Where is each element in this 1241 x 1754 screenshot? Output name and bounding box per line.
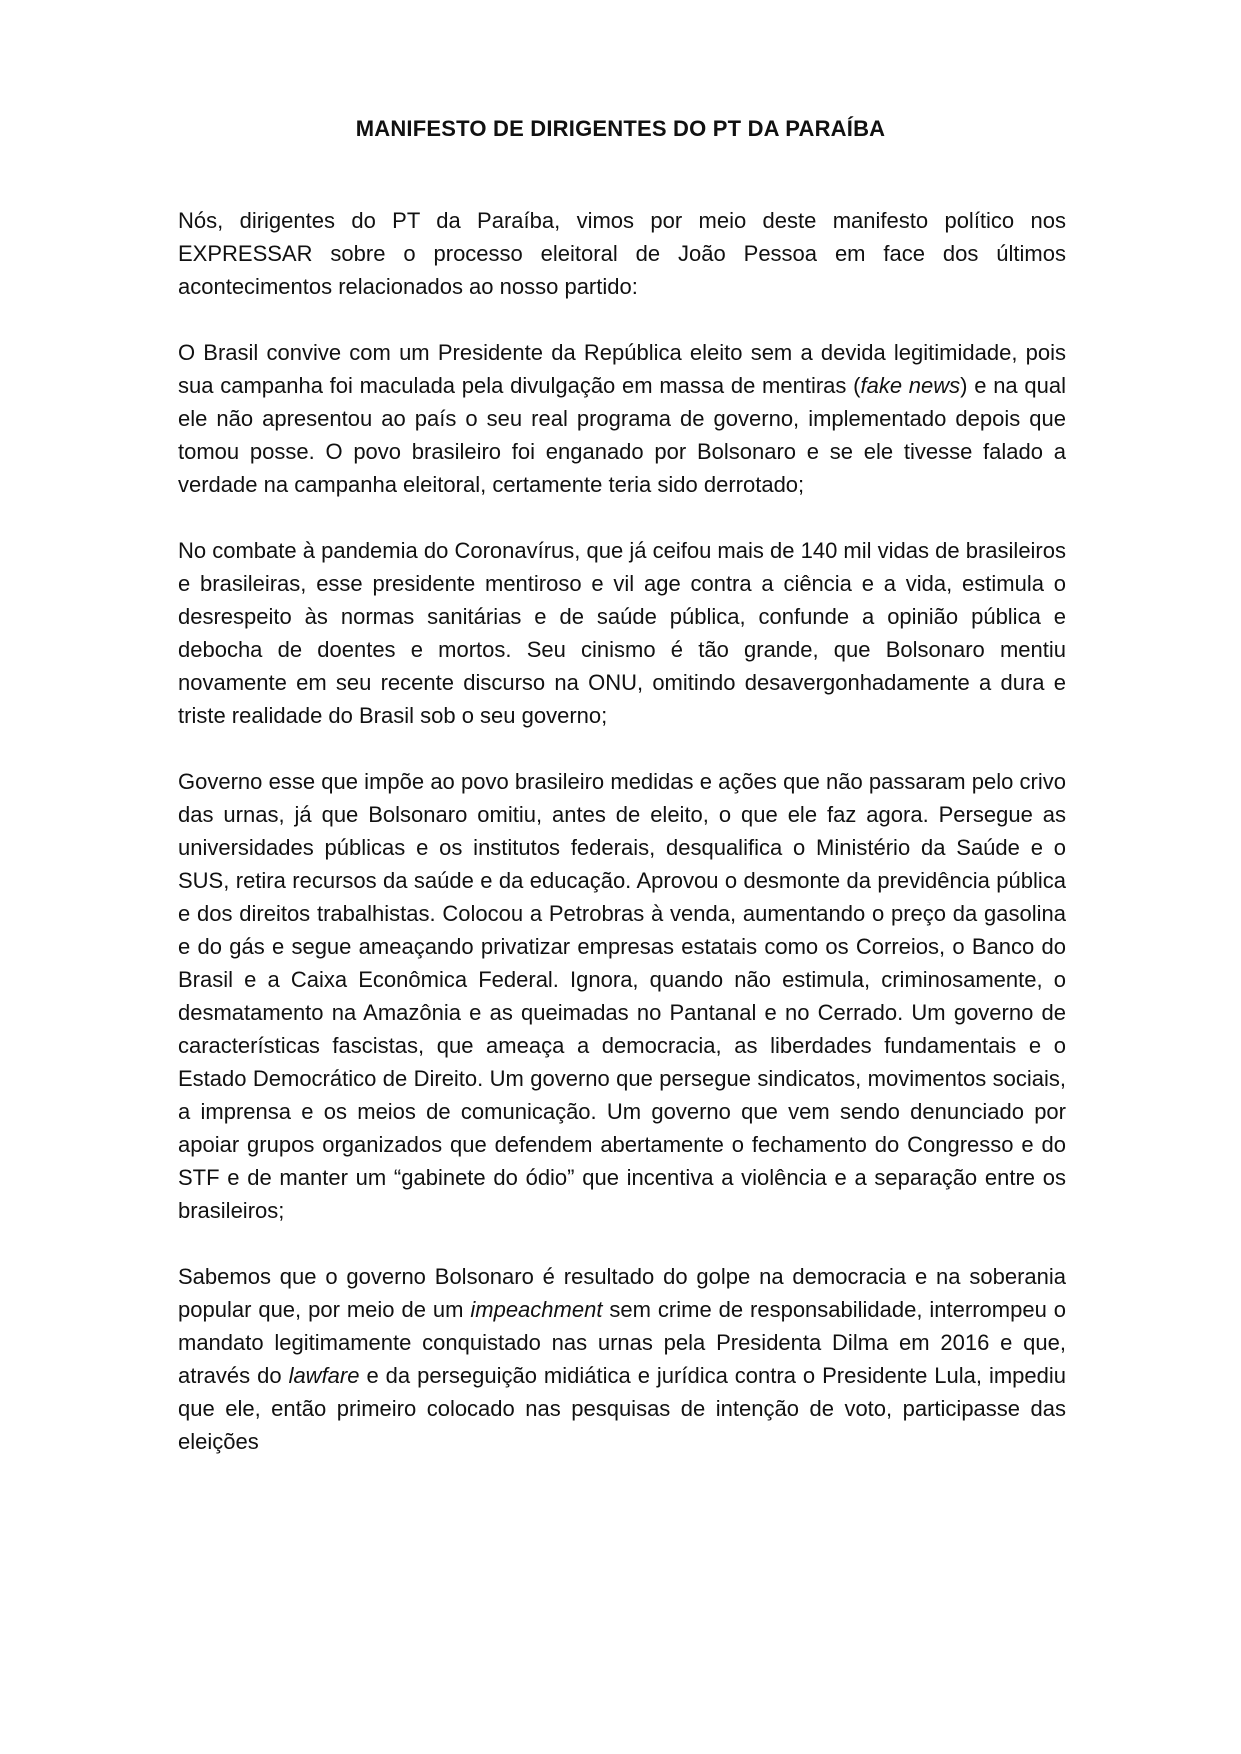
paragraph-intro bbox=[178, 204, 1066, 303]
paragraph-text: ) e na qual ele não apresentou ao país o seu real programa de governo, implementado depois que tomou posse. O povo brasileiro foi enganado por Bolsonaro e se ele tivesse falado a verdade na campanha eleitoral, certamente teria sido derrotado; bbox=[178, 373, 1066, 497]
paragraph-text: O Brasil convive com um Presidente da República eleito sem a devida legitimidade, pois sua campanha foi maculada pela divulgação em massa de mentiras ( bbox=[178, 340, 1066, 398]
paragraph-coup bbox=[178, 1260, 1066, 1458]
document-title: MANIFESTO DE DIRIGENTES DO PT DA PARAÍBA bbox=[355, 116, 886, 141]
paragraph-text: Sabemos que o governo Bolsonaro é resultado do golpe na democracia e na soberania popular que, por meio de um bbox=[178, 1264, 1066, 1322]
paragraph-text: No combate à pandemia do Coronavírus, que já ceifou mais de 140 mil vidas de brasileiros e brasileiras, esse presidente mentiroso e vil age contra a ciência e a vida, estimula o desrespeito às normas sanitárias e de saúde pública, confunde a opinião pública e debocha de doentes e mortos. Seu cinismo é tão grande, que Bolsonaro mentiu novamente em seu recente discurso na ONU, omitindo desavergonhadamente a dura e triste realidade do Brasil sob o seu governo; bbox=[178, 538, 1066, 728]
italic-term: lawfare bbox=[288, 1363, 360, 1388]
paragraph-legitimacy bbox=[178, 336, 1066, 501]
paragraph-pandemic bbox=[178, 534, 1066, 732]
paragraph-text: sem crime de responsabilidade, interrompeu o mandato legitimamente conquistado nas urnas pela Presidenta Dilma em 2016 e que, através do bbox=[178, 1297, 1066, 1388]
paragraph-text: Governo esse que impõe ao povo brasileiro medidas e ações que não passaram pelo crivo das urnas, já que Bolsonaro omitiu, antes de eleito, o que ele faz agora. Persegue as universidades públicas e os institutos federais, desqualifica o Ministério da Saúde e o SUS, retira recursos da saúde e da educação. Aprovou o desmonte da previdência pública e dos direitos trabalhistas. Colocou a Petrobras à venda, aumentando o preço da gasolina e do gás e segue ameaçando privatizar empresas estatais como os Correios, o Banco do Brasil e a Caixa Econômica Federal. Ignora, quando não estimula, criminosamente, o desmatamento na Amazônia e as queimadas no Pantanal e no Cerrado. Um governo de características fascistas, que ameaça a democracia, as liberdades fundamentais e o Estado Democrático de Direito. Um governo que persegue sindicatos, movimentos sociais, a imprensa e os meios de comunicação. Um governo que vem sendo denunciado por apoiar grupos organizados que defendem abertamente o fechamento do Congresso e do STF e de manter um “gabinete do ódio” que incentiva a violência e a separação entre os brasileiros; bbox=[178, 769, 1066, 1223]
paragraph-text: Nós, dirigentes do PT da Paraíba, vimos por meio deste manifesto político nos EXPRESSAR sobre o processo eleitoral de João Pessoa em face dos últimos acontecimentos relacionados ao nosso partido: bbox=[178, 208, 1066, 299]
paragraph-text: e da perseguição midiática e jurídica contra o Presidente Lula, impediu que ele, então primeiro colocado nas pesquisas de intenção de voto, participasse das eleições bbox=[178, 1363, 1066, 1454]
italic-term: fake news bbox=[860, 373, 961, 398]
paragraph-government bbox=[178, 765, 1066, 1227]
italic-term: impeachment bbox=[470, 1297, 603, 1322]
document-body bbox=[178, 204, 1066, 1491]
